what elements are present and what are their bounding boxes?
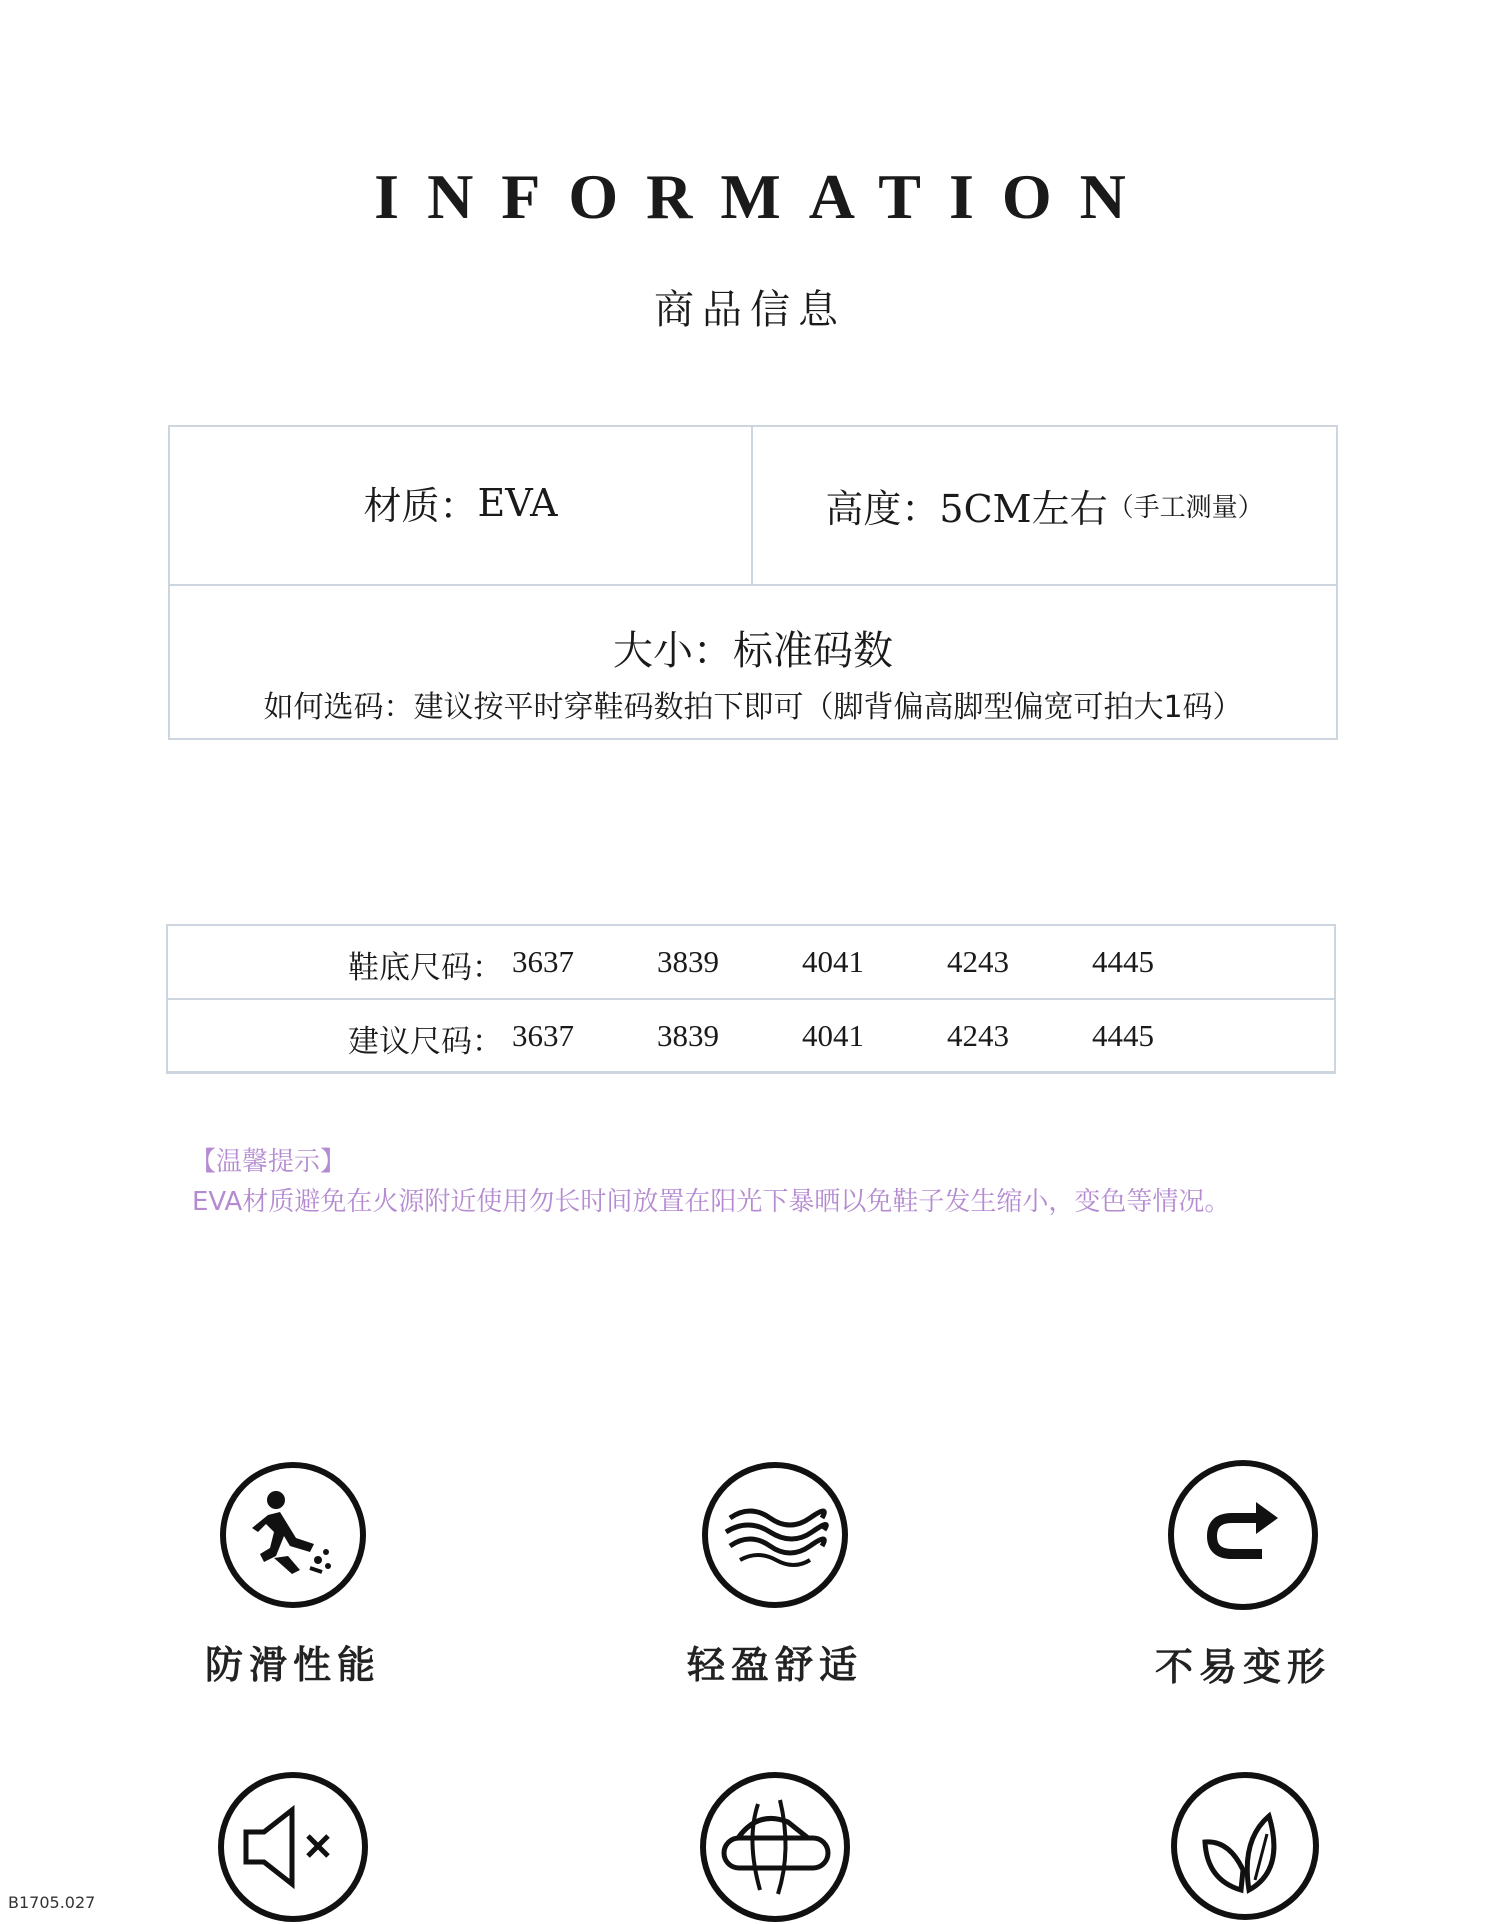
tip-text: EVA材质避免在火源附近使用勿长时间放置在阳光下暴晒以免鞋子发生缩小，变色等情况。 bbox=[192, 1187, 1231, 1217]
size-row-label: 建议尺码： bbox=[348, 1024, 503, 1060]
feature-label: 防滑性能 bbox=[204, 1643, 381, 1687]
size-value: 4445 bbox=[1092, 1018, 1154, 1053]
size-value: 3839 bbox=[657, 1018, 719, 1053]
table-row bbox=[168, 926, 1334, 1000]
feature-label: 轻盈舒适 bbox=[686, 1643, 863, 1687]
material-label: 材质： bbox=[363, 484, 478, 528]
mute-speaker-icon bbox=[216, 1770, 370, 1924]
table-row bbox=[168, 1000, 1334, 1072]
feature-no-deform bbox=[1113, 1458, 1373, 1691]
feature-breathable bbox=[645, 1770, 905, 1924]
material-cell bbox=[170, 427, 753, 584]
image-code: B1705.027 bbox=[8, 1893, 96, 1912]
height-value: 5CM左右 bbox=[939, 487, 1108, 531]
info-row bbox=[170, 427, 1336, 586]
feature-mute bbox=[163, 1770, 423, 1924]
size-selection-tip: 如何选码：建议按平时穿鞋码数拍下即可（脚背偏高脚型偏宽可拍大1码） bbox=[263, 690, 1243, 725]
material-value: EVA bbox=[477, 480, 558, 525]
size-value: 4041 bbox=[802, 1018, 864, 1053]
feature-label: 不易变形 bbox=[1154, 1645, 1331, 1689]
tip-title: 【温馨提示】 bbox=[190, 1147, 347, 1177]
return-arrow-icon bbox=[1166, 1458, 1320, 1612]
height-label: 高度： bbox=[825, 487, 940, 531]
size-value: 3637 bbox=[512, 1018, 574, 1053]
feature-anti-slip bbox=[163, 1460, 423, 1689]
height-cell bbox=[753, 427, 1336, 584]
page-subtitle: 商品信息 bbox=[654, 287, 846, 333]
feature-lightweight bbox=[645, 1460, 905, 1689]
size-value: 4041 bbox=[802, 944, 864, 979]
size-value: 4243 bbox=[947, 1018, 1009, 1053]
waves-icon bbox=[700, 1460, 850, 1610]
leaf-icon bbox=[1169, 1770, 1321, 1922]
size-value: 3637 bbox=[512, 944, 574, 979]
size-table bbox=[166, 924, 1336, 1074]
size-value: 4243 bbox=[947, 944, 1009, 979]
feature-eco bbox=[1115, 1770, 1375, 1922]
size-row-label: 鞋底尺码： bbox=[348, 950, 503, 986]
info-table bbox=[168, 425, 1338, 740]
breathable-shoe-icon bbox=[698, 1770, 852, 1924]
slip-person-icon bbox=[218, 1460, 368, 1610]
size-value: 4445 bbox=[1092, 944, 1154, 979]
page-title: INFORMATION bbox=[374, 161, 1154, 232]
size-title: 大小：标准码数 bbox=[613, 628, 893, 674]
height-note: （手工测量） bbox=[1107, 493, 1264, 523]
size-value: 3839 bbox=[657, 944, 719, 979]
